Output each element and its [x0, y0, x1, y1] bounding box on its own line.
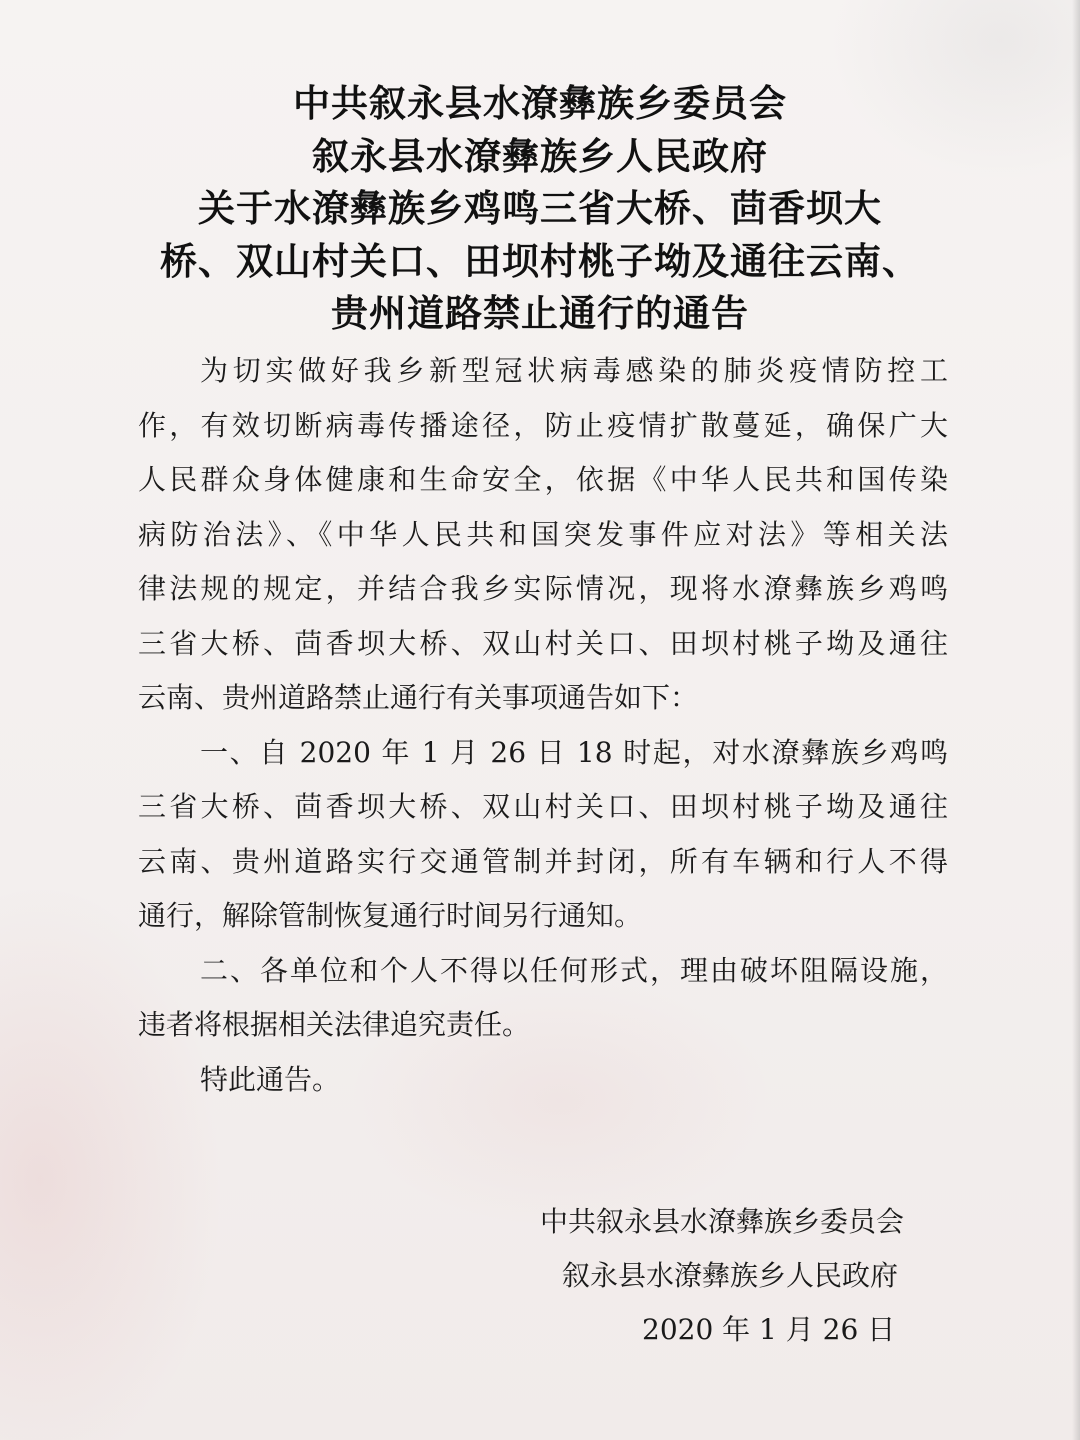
notice-body: [138, 344, 948, 1107]
paragraph-item-2: [138, 944, 948, 1053]
paragraph-line: 病防治法》、《中华人民共和国突发事件应对法》等相关法: [138, 517, 948, 551]
paragraph-line: 为切实做好我乡新型冠状病毒感染的肺炎疫情防控工: [200, 354, 948, 387]
paragraph-line: 三省大桥、茴香坝大桥、双山村关口、田坝村桃子坳及通往: [138, 626, 948, 660]
paragraph-line: 违者将根据相关法律追究责任。: [138, 1008, 531, 1041]
signature-block: [540, 1195, 940, 1357]
paragraph-line: 云南、贵州道路实行交通管制并封闭，所有车辆和行人不得: [138, 844, 948, 878]
title-line-1: 中共叙永县水潦彝族乡委员会: [293, 82, 787, 125]
paragraph-intro: [138, 344, 948, 726]
closing-line: 特此通告。: [200, 1062, 341, 1096]
scan-edge-shadow: [1072, 0, 1080, 1440]
notice-title: [60, 78, 1020, 341]
paragraph-line: 一、自 2020 年 1 月 26 日 18 时起，对水潦彝族乡鸡鸣: [200, 735, 948, 769]
issuer-committee: 中共叙永县水潦彝族乡委员会: [540, 1205, 905, 1238]
paragraph-line: 二、各单位和个人不得以任何形式，理由破坏阻隔设施，: [200, 953, 948, 987]
paragraph-line: 作，有效切断病毒传播途径，防止疫情扩散蔓延，确保广大: [138, 408, 948, 442]
issue-date: 2020 年 1 月 26 日: [642, 1313, 896, 1346]
title-line-2: 叙永县水潦彝族乡人民政府: [312, 134, 768, 178]
issuer-government: 叙永县水潦彝族乡人民政府: [562, 1259, 899, 1292]
paragraph-line: 通行，解除管制恢复通行时间另行通知。: [138, 899, 643, 932]
paragraph-line: 律法规的规定，并结合我乡实际情况，现将水潦彝族乡鸡鸣: [138, 572, 948, 605]
paragraph-line: 云南、贵州道路禁止通行有关事项通告如下：: [138, 681, 699, 714]
closing-paragraph: [138, 1053, 948, 1108]
title-line-3: 关于水潦彝族乡鸡鸣三省大桥、茴香坝大: [198, 187, 882, 230]
paragraph-item-1: [138, 726, 948, 944]
title-line-4: 桥、双山村关口、田坝村桃子坳及通往云南、: [160, 239, 920, 283]
paragraph-line: 三省大桥、茴香坝大桥、双山村关口、田坝村桃子坳及通往: [138, 790, 948, 823]
paragraph-line: 人民群众身体健康和生命安全，依据《中华人民共和国传染: [138, 463, 948, 496]
title-line-5: 贵州道路禁止通行的通告: [331, 292, 749, 335]
